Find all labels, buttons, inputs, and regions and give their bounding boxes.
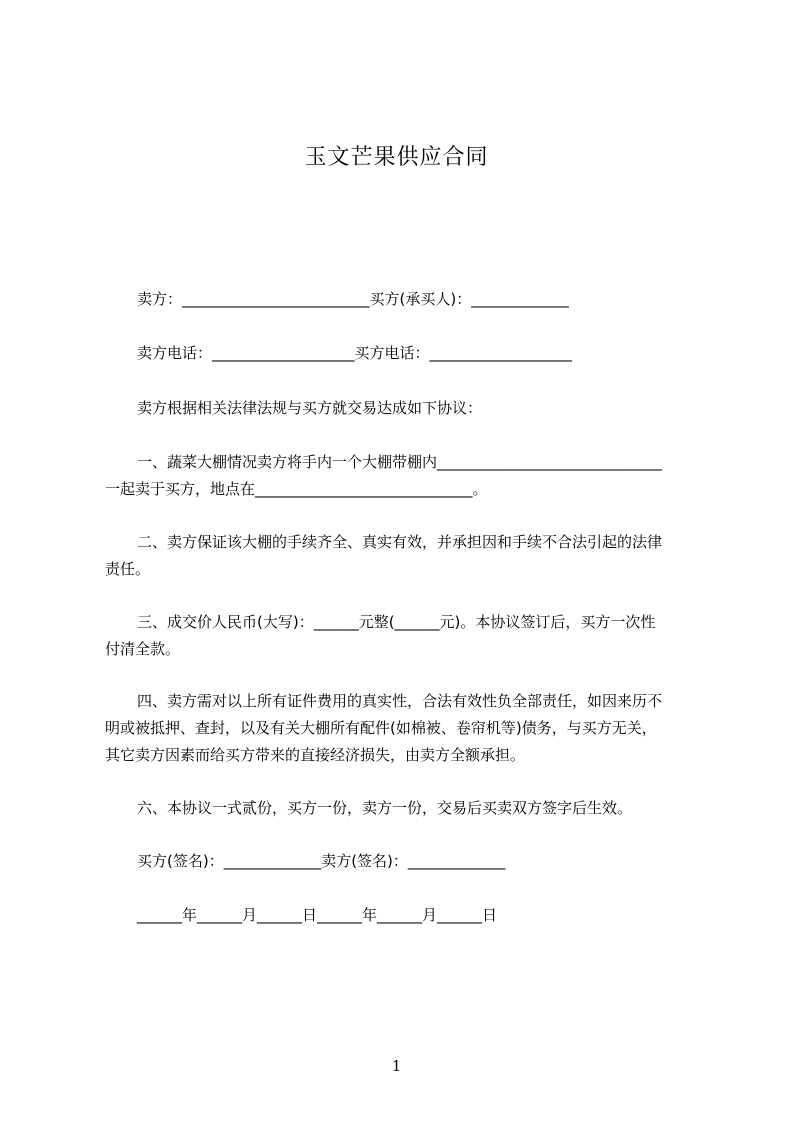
agreement-intro: 卖方根据相关法律法规与买方就交易达成如下协议： [137,399,483,417]
clause-3-line-1: 三、成交价人民币(大写)：______元整(______元)。本协议签订后，买方一次性 [137,613,656,631]
clause-4-line-2: 明或被抵押、查封，以及有关大棚所有配件(如棉被、卷帘机等)债务，与买方无关， [105,719,657,737]
phone-line: 卖方电话：___________________买方电话：___________________ [137,344,573,362]
signature-line: 买方(签名)：_____________卖方(签名)：_____________ [137,852,506,870]
clause-2-line-1: 二、卖方保证该大棚的手续齐全、真实有效，并承担因和手续不合法引起的法律 [137,533,663,551]
document-title: 玉文芒果供应合同 [304,145,489,170]
clause-6-line: 六、本协议一式贰份，买方一份，卖方一份，交易后买卖双方签字后生效。 [137,799,633,817]
clause-4-line-3: 其它卖方因素而给买方带来的直接经济损失，由卖方全额承担。 [105,746,526,764]
date-line: ______年______月______日______年______月______日 [137,906,498,924]
clause-1-line-2: 一起卖于买方，地点在_____________________________。 [105,480,488,498]
clause-2-line-2: 责任。 [105,560,151,578]
seller-buyer-line: 卖方：_________________________买方(承买人)：_____________ [137,290,569,308]
clause-3-line-2: 付清全款。 [105,640,181,658]
page-number: 1 [391,1057,402,1075]
clause-1-line-1: 一、蔬菜大棚情况卖方将手内一个大棚带棚内______________________________ [137,453,663,471]
clause-4-line-1: 四、卖方需对以上所有证件费用的真实性，合法有效性负全部责任，如因来历不 [137,692,663,710]
